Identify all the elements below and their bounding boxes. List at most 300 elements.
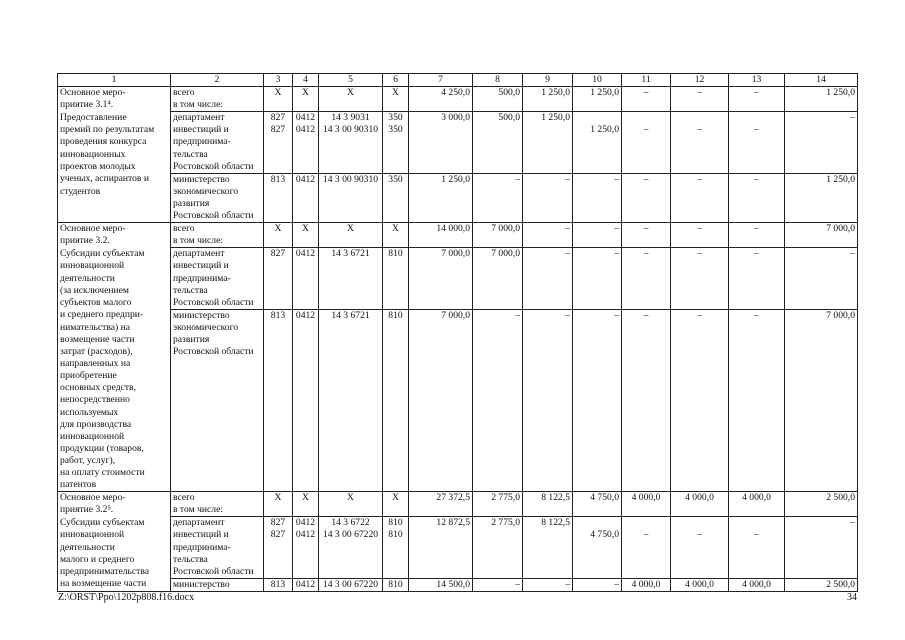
value-cell — [622, 149, 671, 161]
value-cell: X — [264, 87, 293, 100]
value-cell — [523, 297, 573, 310]
value-cell — [729, 394, 785, 406]
value-cell — [473, 124, 523, 136]
value-cell: 7 000,0 — [785, 309, 858, 322]
value-cell: 4 000,0 — [729, 492, 785, 505]
value-cell — [293, 334, 319, 346]
column-header: 9 — [523, 74, 573, 87]
value-cell: 0412 — [293, 517, 319, 530]
value-cell — [622, 370, 671, 382]
value-cell — [523, 431, 573, 443]
table-row — [58, 542, 858, 554]
value-cell — [671, 149, 729, 161]
value-cell — [785, 479, 858, 492]
value-cell — [729, 99, 785, 112]
activity-cell: Основное меро- — [58, 492, 171, 505]
value-cell — [319, 235, 383, 248]
value-cell — [729, 322, 785, 334]
value-cell: 1 250,0 — [523, 112, 573, 125]
value-cell — [671, 198, 729, 210]
value-cell: 827 — [264, 248, 293, 261]
value-cell — [319, 322, 383, 334]
value-cell: 1 250,0 — [573, 87, 622, 100]
value-cell — [264, 161, 293, 174]
activity-cell: премий по результатам — [58, 124, 171, 136]
value-cell — [671, 382, 729, 394]
value-cell — [409, 370, 473, 382]
value-cell: – — [729, 124, 785, 136]
executor-cell: Ростовской области — [171, 566, 264, 579]
value-cell — [729, 419, 785, 431]
value-cell — [293, 235, 319, 248]
value-cell: 500,0 — [473, 87, 523, 100]
value-cell: 0412 — [293, 309, 319, 322]
activity-cell: инновационной — [58, 431, 171, 443]
value-cell: 4 250,0 — [409, 87, 473, 100]
value-cell — [293, 273, 319, 285]
value-cell — [264, 370, 293, 382]
activity-cell: деятельности — [58, 273, 171, 285]
value-cell — [523, 186, 573, 198]
value-cell — [671, 517, 729, 530]
value-cell — [622, 517, 671, 530]
value-cell — [729, 407, 785, 419]
value-cell — [523, 370, 573, 382]
value-cell — [671, 419, 729, 431]
value-cell: – — [729, 87, 785, 100]
value-cell: 7 000,0 — [785, 223, 858, 236]
executor-cell: тельства — [171, 554, 264, 566]
activity-cell: инновационных — [58, 149, 171, 161]
value-cell — [293, 358, 319, 370]
value-cell: – — [573, 309, 622, 322]
value-cell: 813 — [264, 173, 293, 186]
value-cell — [671, 407, 729, 419]
value-cell — [264, 285, 293, 297]
value-cell — [622, 346, 671, 358]
table-row — [58, 309, 858, 322]
activity-cell: Основное меро- — [58, 223, 171, 236]
value-cell: X — [319, 492, 383, 505]
value-cell — [785, 346, 858, 358]
value-cell — [671, 542, 729, 554]
table-row — [58, 370, 858, 382]
activity-cell: инновационной — [58, 529, 171, 541]
value-cell — [671, 394, 729, 406]
value-cell — [523, 346, 573, 358]
value-cell — [293, 407, 319, 419]
value-cell — [671, 358, 729, 370]
table-row — [58, 334, 858, 346]
value-cell — [785, 285, 858, 297]
value-cell — [319, 358, 383, 370]
value-cell — [383, 198, 409, 210]
value-cell — [264, 443, 293, 455]
value-cell — [383, 297, 409, 310]
value-cell — [473, 566, 523, 579]
value-cell — [622, 260, 671, 272]
value-cell — [319, 370, 383, 382]
value-cell — [319, 273, 383, 285]
value-cell — [473, 285, 523, 297]
executor-cell: экономического — [171, 186, 264, 198]
value-cell: – — [622, 173, 671, 186]
table-row — [58, 467, 858, 479]
value-cell: – — [671, 309, 729, 322]
activity-cell: направленных на — [58, 358, 171, 370]
value-cell — [573, 431, 622, 443]
executor-cell: в том числе: — [171, 235, 264, 248]
value-cell — [319, 431, 383, 443]
value-cell — [473, 322, 523, 334]
table-row — [58, 112, 858, 125]
value-cell — [383, 149, 409, 161]
value-cell — [264, 479, 293, 492]
value-cell — [671, 504, 729, 517]
header-row — [58, 74, 858, 87]
table-row — [58, 223, 858, 236]
value-cell — [293, 554, 319, 566]
value-cell: 4 000,0 — [622, 578, 671, 591]
value-cell: – — [671, 124, 729, 136]
value-cell — [523, 124, 573, 136]
executor-cell: всего — [171, 492, 264, 505]
value-cell — [622, 198, 671, 210]
value-cell — [409, 467, 473, 479]
value-cell — [319, 285, 383, 297]
value-cell — [473, 529, 523, 541]
value-cell: – — [622, 223, 671, 236]
value-cell — [409, 235, 473, 248]
value-cell — [383, 358, 409, 370]
value-cell — [473, 334, 523, 346]
value-cell — [409, 198, 473, 210]
column-header: 1 — [58, 74, 171, 87]
value-cell — [573, 407, 622, 419]
value-cell — [729, 346, 785, 358]
value-cell — [473, 455, 523, 467]
executor-cell — [171, 431, 264, 443]
value-cell — [473, 554, 523, 566]
activity-cell: деятельности — [58, 542, 171, 554]
value-cell — [473, 504, 523, 517]
value-cell — [409, 149, 473, 161]
executor-cell: экономического — [171, 322, 264, 334]
value-cell: 0412 — [293, 248, 319, 261]
value-cell — [523, 419, 573, 431]
executor-cell — [171, 394, 264, 406]
value-cell — [523, 554, 573, 566]
table-row — [58, 578, 858, 591]
executor-cell: министерство — [171, 309, 264, 322]
column-header: 12 — [671, 74, 729, 87]
column-header: 3 — [264, 74, 293, 87]
value-cell — [573, 297, 622, 310]
value-cell: – — [671, 173, 729, 186]
value-cell: 3 000,0 — [409, 112, 473, 125]
activity-cell: студентов — [58, 186, 171, 198]
value-cell: 14 3 6721 — [319, 309, 383, 322]
value-cell: 4 000,0 — [671, 578, 729, 591]
table-row — [58, 492, 858, 505]
value-cell: 14 3 00 67220 — [319, 529, 383, 541]
value-cell — [473, 479, 523, 492]
value-cell — [622, 419, 671, 431]
value-cell — [293, 161, 319, 174]
activity-cell: (за исключением — [58, 285, 171, 297]
value-cell: – — [729, 529, 785, 541]
value-cell — [409, 479, 473, 492]
table-row — [58, 260, 858, 272]
value-cell — [319, 455, 383, 467]
value-cell — [622, 455, 671, 467]
table-row — [58, 235, 858, 248]
value-cell: 27 372,5 — [409, 492, 473, 505]
value-cell — [573, 136, 622, 148]
value-cell: 1 250,0 — [785, 173, 858, 186]
value-cell — [383, 99, 409, 112]
value-cell: 14 500,0 — [409, 578, 473, 591]
value-cell — [409, 99, 473, 112]
value-cell — [293, 419, 319, 431]
value-cell — [671, 112, 729, 125]
value-cell — [622, 394, 671, 406]
value-cell — [622, 285, 671, 297]
column-header: 6 — [383, 74, 409, 87]
value-cell: X — [383, 223, 409, 236]
value-cell — [473, 161, 523, 174]
column-header: 10 — [573, 74, 622, 87]
value-cell — [785, 504, 858, 517]
value-cell: – — [573, 248, 622, 261]
value-cell — [383, 260, 409, 272]
value-cell — [473, 136, 523, 148]
value-cell: 827 — [264, 529, 293, 541]
value-cell — [473, 382, 523, 394]
value-cell — [409, 443, 473, 455]
value-cell — [409, 554, 473, 566]
executor-cell: Ростовской области — [171, 346, 264, 358]
value-cell — [671, 431, 729, 443]
value-cell — [622, 235, 671, 248]
value-cell — [785, 99, 858, 112]
value-cell: 4 000,0 — [729, 578, 785, 591]
footer-file-path: Z:\ORST\Ppo\1202p808.f16.docx — [58, 592, 195, 603]
table-row — [58, 322, 858, 334]
value-cell — [523, 136, 573, 148]
value-cell — [729, 566, 785, 579]
value-cell — [671, 297, 729, 310]
activity-cell: продукции (товаров, — [58, 443, 171, 455]
value-cell: 827 — [264, 112, 293, 125]
value-cell — [622, 186, 671, 198]
value-cell — [264, 186, 293, 198]
value-cell — [383, 210, 409, 223]
value-cell: 0412 — [293, 529, 319, 541]
activity-cell: приобретение — [58, 370, 171, 382]
value-cell — [622, 136, 671, 148]
column-header: 8 — [473, 74, 523, 87]
value-cell — [473, 186, 523, 198]
column-header: 14 — [785, 74, 858, 87]
value-cell: 810 — [383, 578, 409, 591]
executor-cell — [171, 443, 264, 455]
value-cell — [729, 455, 785, 467]
executor-cell: всего — [171, 223, 264, 236]
value-cell — [383, 186, 409, 198]
value-cell — [264, 136, 293, 148]
value-cell — [409, 285, 473, 297]
value-cell — [523, 334, 573, 346]
value-cell — [473, 542, 523, 554]
value-cell — [319, 149, 383, 161]
value-cell: 827 — [264, 124, 293, 136]
value-cell — [573, 455, 622, 467]
value-cell — [729, 285, 785, 297]
value-cell — [622, 542, 671, 554]
value-cell: 12 872,5 — [409, 517, 473, 530]
value-cell: 827 — [264, 517, 293, 530]
value-cell — [383, 394, 409, 406]
value-cell — [573, 419, 622, 431]
footer-page-number: 34 — [847, 592, 857, 603]
activity-cell: непосредственно — [58, 394, 171, 406]
value-cell — [729, 431, 785, 443]
value-cell — [729, 161, 785, 174]
value-cell — [473, 99, 523, 112]
table-row — [58, 358, 858, 370]
executor-cell: инвестиций и — [171, 260, 264, 272]
value-cell — [523, 542, 573, 554]
value-cell — [409, 334, 473, 346]
value-cell: 810 — [383, 529, 409, 541]
column-header: 13 — [729, 74, 785, 87]
executor-cell: департамент — [171, 112, 264, 125]
value-cell — [319, 554, 383, 566]
value-cell: – — [785, 112, 858, 125]
value-cell — [573, 517, 622, 530]
value-cell — [785, 554, 858, 566]
table-row — [58, 346, 858, 358]
table-row — [58, 210, 858, 223]
value-cell — [729, 112, 785, 125]
activity-cell: приятие 3.2⁵. — [58, 504, 171, 517]
table-row — [58, 443, 858, 455]
value-cell: – — [729, 223, 785, 236]
value-cell: 8 122,5 — [523, 492, 573, 505]
executor-cell: в том числе: — [171, 504, 264, 517]
value-cell — [785, 370, 858, 382]
value-cell — [293, 479, 319, 492]
value-cell — [729, 210, 785, 223]
value-cell: – — [671, 87, 729, 100]
value-cell — [383, 566, 409, 579]
value-cell — [785, 136, 858, 148]
value-cell — [293, 542, 319, 554]
value-cell: – — [671, 248, 729, 261]
value-cell: X — [383, 492, 409, 505]
value-cell — [729, 443, 785, 455]
activity-cell: приятие 3.2. — [58, 235, 171, 248]
activity-cell: инновационной — [58, 260, 171, 272]
value-cell — [622, 554, 671, 566]
executor-cell — [171, 407, 264, 419]
value-cell: – — [523, 578, 573, 591]
activity-cell: возмещение части — [58, 334, 171, 346]
executor-cell: предпринима- — [171, 273, 264, 285]
table-row — [58, 87, 858, 100]
activity-cell — [58, 210, 171, 223]
value-cell — [409, 566, 473, 579]
value-cell — [473, 443, 523, 455]
value-cell: – — [523, 248, 573, 261]
value-cell — [293, 370, 319, 382]
value-cell — [785, 467, 858, 479]
table-row — [58, 136, 858, 148]
value-cell — [729, 297, 785, 310]
value-cell — [729, 149, 785, 161]
value-cell — [264, 504, 293, 517]
value-cell — [671, 273, 729, 285]
value-cell — [523, 529, 573, 541]
value-cell: 500,0 — [473, 112, 523, 125]
value-cell — [293, 99, 319, 112]
value-cell — [383, 479, 409, 492]
value-cell — [622, 334, 671, 346]
value-cell — [293, 346, 319, 358]
activity-cell: нимательства) на — [58, 322, 171, 334]
value-cell — [293, 322, 319, 334]
value-cell — [473, 358, 523, 370]
value-cell — [293, 198, 319, 210]
value-cell — [409, 419, 473, 431]
value-cell — [729, 479, 785, 492]
value-cell — [409, 186, 473, 198]
budget-table — [57, 73, 858, 592]
value-cell — [293, 186, 319, 198]
value-cell — [409, 455, 473, 467]
value-cell — [785, 455, 858, 467]
value-cell — [785, 322, 858, 334]
value-cell — [409, 161, 473, 174]
value-cell — [383, 334, 409, 346]
table-row — [58, 124, 858, 136]
value-cell — [409, 394, 473, 406]
value-cell — [785, 443, 858, 455]
column-header: 4 — [293, 74, 319, 87]
value-cell — [573, 358, 622, 370]
value-cell: 1 250,0 — [573, 124, 622, 136]
value-cell — [473, 198, 523, 210]
value-cell — [473, 235, 523, 248]
value-cell: – — [671, 529, 729, 541]
activity-cell: Субсидии субъектам — [58, 517, 171, 530]
value-cell — [622, 161, 671, 174]
value-cell — [729, 235, 785, 248]
value-cell — [293, 260, 319, 272]
column-header: 2 — [171, 74, 264, 87]
value-cell — [671, 322, 729, 334]
value-cell — [319, 479, 383, 492]
value-cell — [785, 566, 858, 579]
value-cell: 14 3 00 90310 — [319, 124, 383, 136]
value-cell: 2 775,0 — [473, 492, 523, 505]
value-cell — [573, 112, 622, 125]
value-cell: 7 000,0 — [473, 248, 523, 261]
value-cell — [264, 297, 293, 310]
value-cell — [409, 504, 473, 517]
executor-cell — [171, 358, 264, 370]
